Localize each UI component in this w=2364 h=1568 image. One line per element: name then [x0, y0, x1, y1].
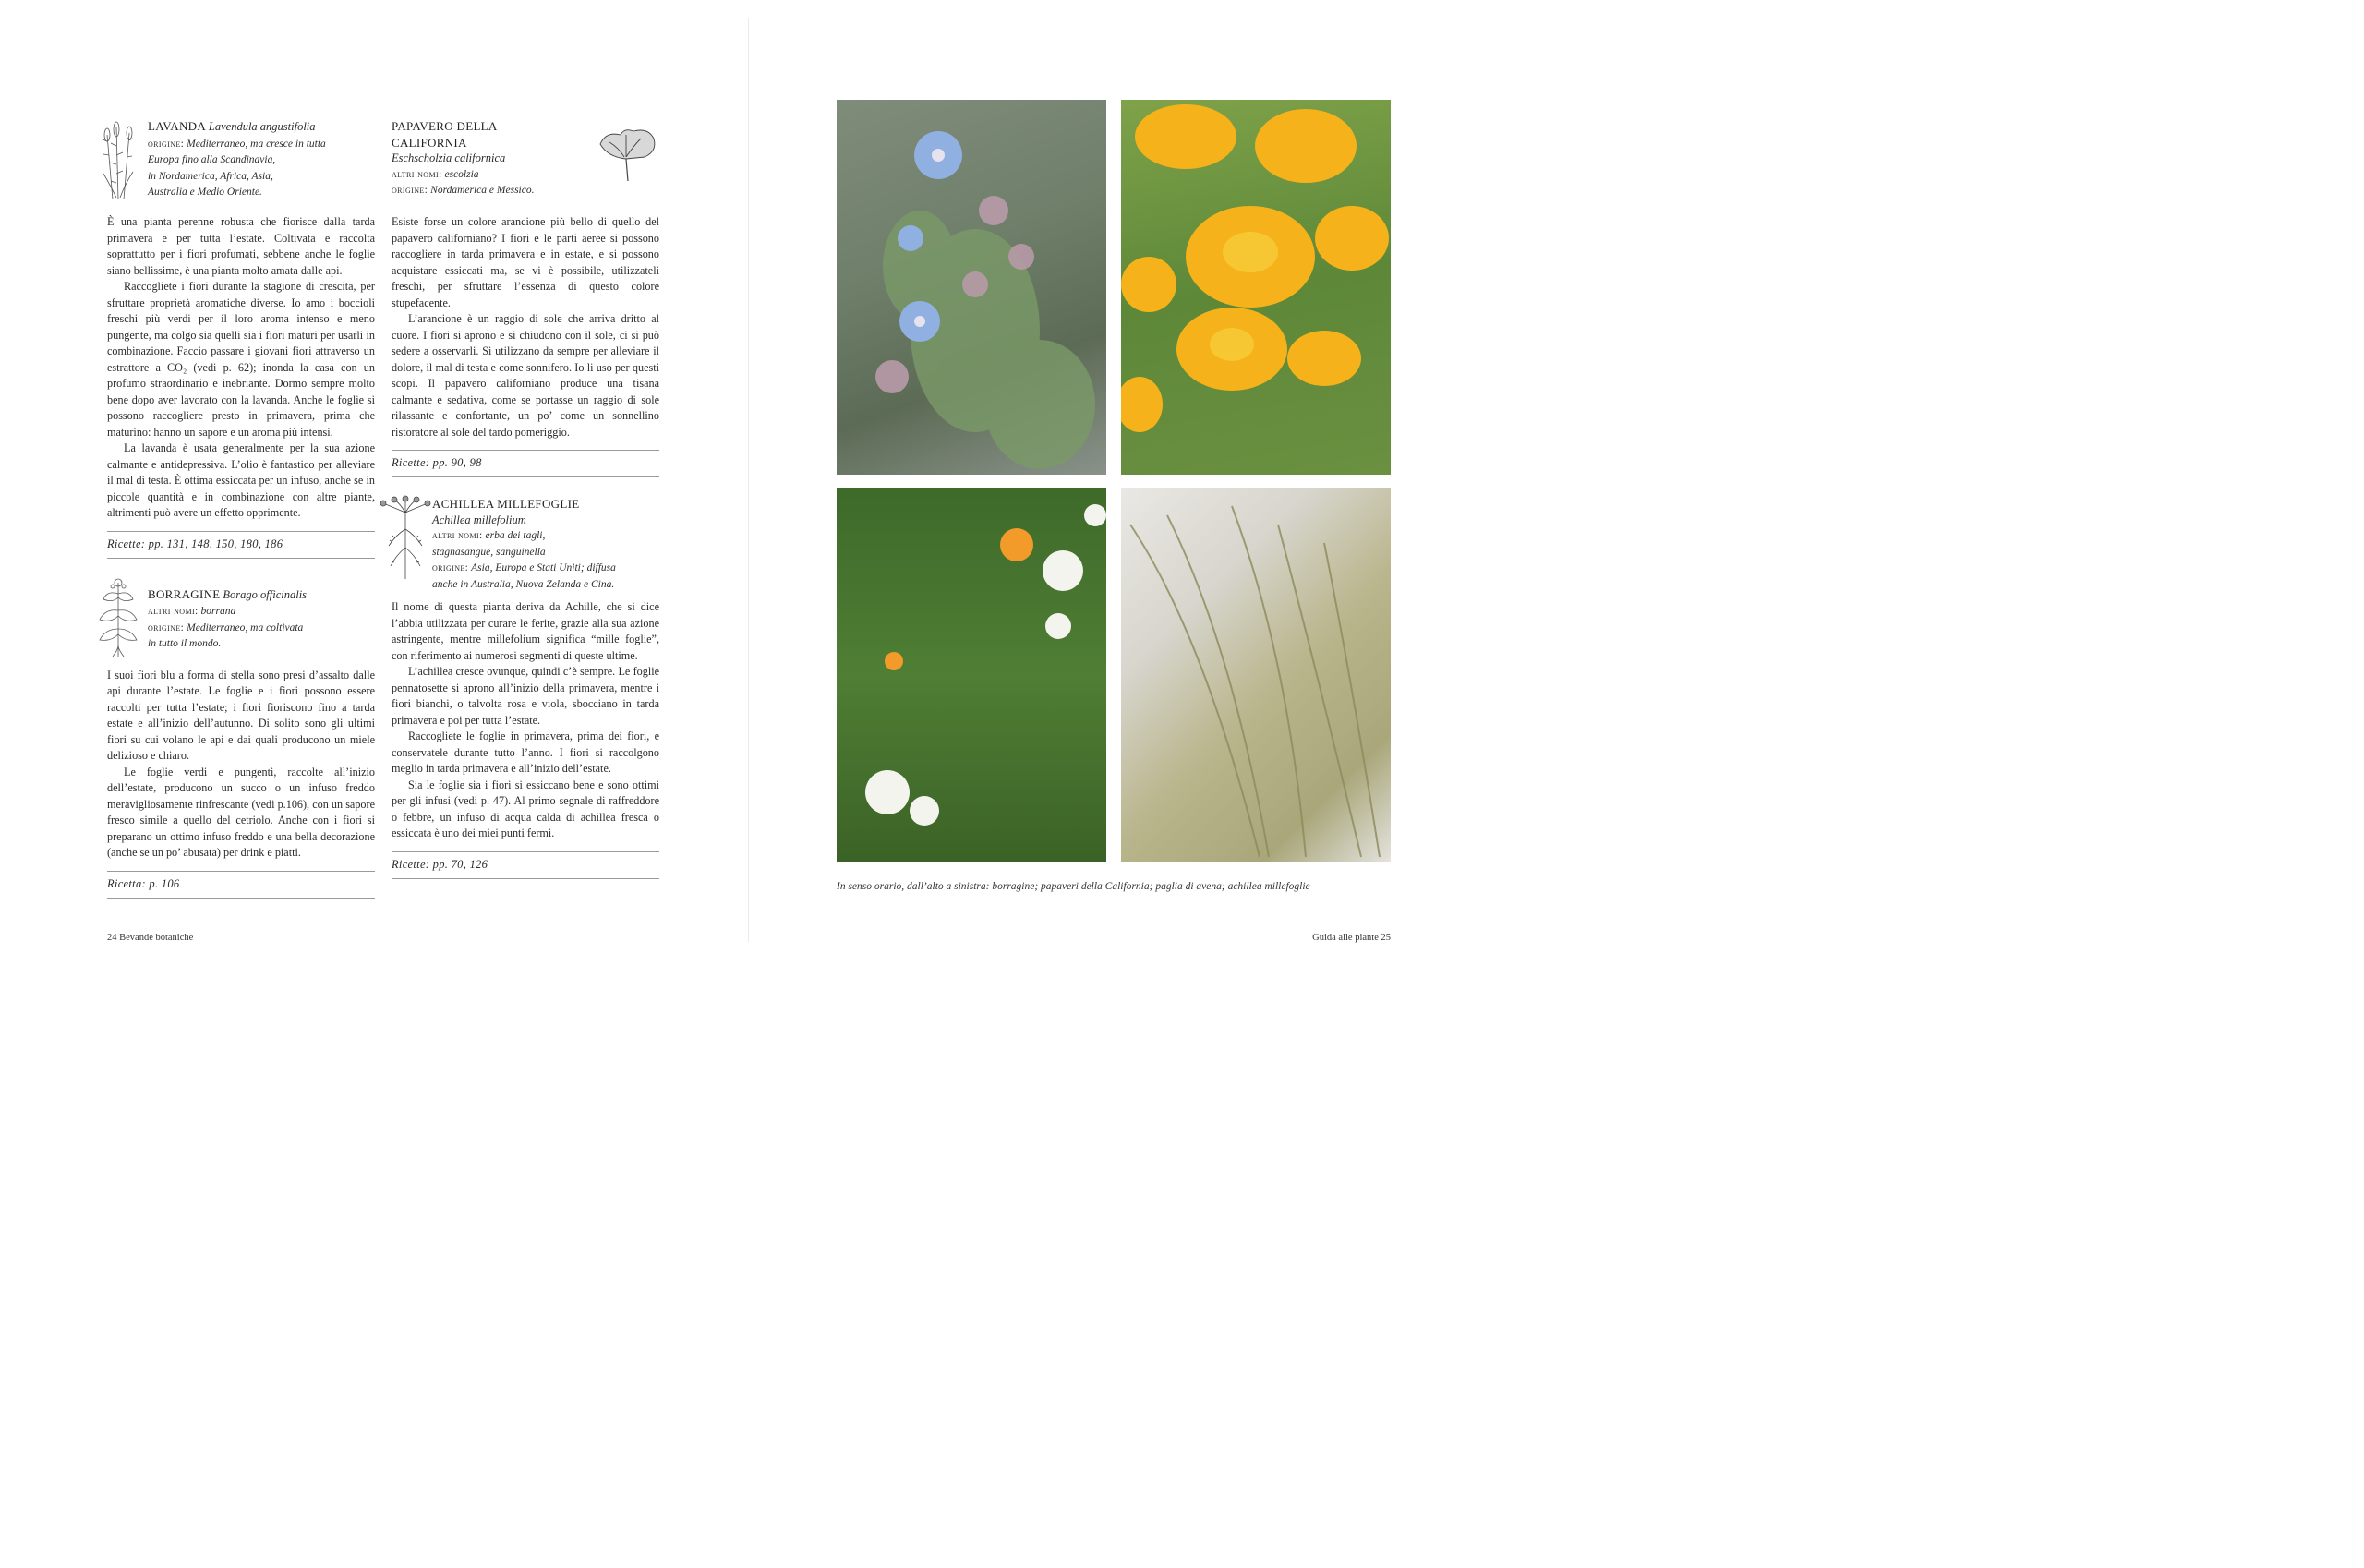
poppy-illustration-icon [591, 122, 661, 183]
lavanda-origin-label: origine: [148, 138, 185, 150]
borragine-origin-label: origine: [148, 621, 185, 633]
lavanda-origin-line: Europa fino alla Scandinavia, [148, 154, 276, 165]
papavero-name-line: CALIFORNIA [392, 135, 467, 150]
borragine-paragraph: I suoi fiori blu a forma di stella sono presi d’assalto dalle api durante l’estate. Le foglie e i fiori possono essere raccolti per tutta l’estate; i fiori fioriscono fino a tarda estate e all’inizio dell’autunno. Di solito sono gli ultimi fiori su cui volano le api e dai quali producono un miele delizioso e chiaro. [107, 668, 375, 762]
borage-photo [837, 100, 1106, 475]
papavero-latin: Eschscholzia californica [392, 151, 506, 164]
borragine-latin: Borago officinalis [223, 587, 308, 601]
borragine-origin-line: Mediterraneo, ma coltivata [187, 621, 304, 633]
poppies-photo-art [1121, 100, 1391, 475]
photo-caption: In senso orario, dall’alto a sinistra: borragine; papaveri della California; paglia di avena; achillea millefoglie [837, 881, 1310, 892]
page-gutter [748, 18, 749, 942]
achillea-name: ACHILLEA MILLEFOGLIE [432, 497, 580, 511]
borage-photo-art [837, 100, 1106, 475]
lavanda-origin-line: Mediterraneo, ma cresce in tutta [187, 138, 326, 150]
achillea-origin-label: origine: [432, 562, 469, 573]
left-page-folio: 24 Bevande botaniche [107, 933, 194, 943]
oat-straw-photo [1121, 488, 1391, 862]
lavanda-header [107, 118, 375, 201]
borragine-recipes: Ricetta: p. 106 [107, 871, 375, 899]
papavero-recipes: Ricette: pp. 90, 98 [392, 450, 659, 477]
achillea-recipes: Ricette: pp. 70, 126 [392, 851, 659, 879]
lavanda-body [107, 214, 375, 522]
lavanda-origin-line: Australia e Medio Oriente. [148, 187, 262, 198]
middle-column [392, 118, 659, 879]
borragine-header [107, 575, 375, 658]
borage-illustration-icon [94, 575, 142, 658]
papavero-alt-value: escolzia [444, 168, 479, 180]
achillea-header [392, 492, 659, 590]
borragine-alt-value: borrana [200, 606, 236, 617]
lavender-illustration-icon [94, 118, 142, 201]
papavero-origin-label: origine: [392, 185, 428, 196]
borragine-alt-label: altri nomi: [148, 606, 199, 617]
borragine-name: BORRAGINE [148, 586, 221, 601]
papavero-origin-value: Nordamerica e Messico. [430, 185, 535, 196]
papavero-paragraph: Esiste forse un colore arancione più bello di quello del papavero californiano? I fiori e le parti aeree si possono raccogliere in tarda primavera e in estate, e si possono acquistare essiccati ma, se vi è possibile, utilizzateli freschi, per sfruttare l’essenza di questo colore stupefacente. [392, 215, 659, 309]
achillea-latin: Achillea millefolium [432, 513, 526, 526]
right-page-folio: Guida alle piante 25 [1312, 933, 1391, 943]
california-poppies-photo [1121, 100, 1391, 475]
borragine-body [107, 668, 375, 862]
borragine-paragraph: Le foglie verdi e pungenti, raccolte all’inizio dell’estate, producono un succo o un infuso freddo meravigliosamente rinfrescante (vedi p.106), con un sapore fresco simile a quello del cetriolo. Anche con i fiori si preparano un ottimo infuso freddo e una bella decorazione (anche se un po’ abusata) per drink e piatti. [107, 765, 375, 859]
lavanda-paragraph: La lavanda è usata generalmente per la sua azione calmante e antidepressiva. L’olio è fantastico per alleviare il mal di testa. È ottima essiccata per un infuso, anche se in piccole quantità e in combinazione con altre piante, altrimenti può avere un effetto opprimente. [107, 441, 375, 519]
achillea-paragraph: L’achillea cresce ovunque, quindi c’è sempre. Le foglie pennatosette si aprono all’inizio della primavera, mentre i fiori bianchi, o talvolta rosa e viola, sbocciano in tarda primavera e poi per tutta l’estate. [392, 665, 659, 727]
papavero-name-line: PAPAVERO DELLA [392, 119, 498, 133]
achillea-alt-line: stagnasangue, sanguinella [432, 546, 546, 558]
achillea-origin-line: anche in Australia, Nuova Zelanda e Cina. [432, 578, 615, 590]
achillea-body [392, 599, 659, 842]
lavanda-paragraph: È una pianta perenne robusta che fiorisce dalla tarda primavera e per tutta l’estate. Coltivata e raccolta soprattutto per i fiori profumati, sebbene anche le foglie siano bellissime, è una pianta molto amata dalle api. [107, 215, 375, 277]
achillea-alt-line: erba dei tagli, [485, 530, 546, 541]
lavanda-name: LAVANDA [148, 119, 207, 133]
lavanda-recipes: Ricette: pp. 131, 148, 150, 180, 186 [107, 531, 375, 559]
papavero-alt-label: altri nomi: [392, 168, 442, 180]
lavanda-origin-line: in Nordamerica, Africa, Asia, [148, 170, 273, 182]
achillea-paragraph: Sia le foglie sia i fiori si essiccano bene e sono ottimi per gli infusi (vedi p. 47). Al primo segnale di raffreddore o febbre, un infuso di acqua calda di achillea fresca o essiccata è uno dei miei punti fermi. [392, 778, 659, 839]
borragine-origin-line: in tutto il mondo. [148, 638, 222, 649]
lavanda-paragraph: Raccogliete i fiori durante la stagione di crescita, per sfruttare proprietà aromatiche diverse. Io amo i boccioli freschi più verdi per il loro aroma intenso e meno pungente, ma colgo sia quelli sia i fiori maturi per usarli in combinazione. Faccio passare i giovani fiori attraverso un estrattore a CO₂ (vedi p. 62); inonda la casa con un profumo straordinario e inebriante. Dormo sempre molto bene dopo aver lavorato con la lavanda. Anche le foglie si possono raccogliere presto in primavera, prima che maturino: hanno un sapore e un aroma più intensi. [107, 280, 375, 439]
achillea-origin-line: Asia, Europa e Stati Uniti; diffusa [471, 562, 616, 573]
yarrow-photo-art [837, 488, 1106, 862]
achillea-paragraph: Il nome di questa pianta deriva da Achille, che si dice l’abbia utilizzata per curare le ferite, grazie alla sua azione astringente, mentre millefolium significa “mille foglie”, con riferimento ai numerosi segmenti di queste ultime. [392, 600, 659, 662]
papavero-header [392, 118, 659, 201]
yarrow-photo [837, 488, 1106, 862]
papavero-body [392, 214, 659, 440]
yarrow-illustration-icon [377, 492, 434, 581]
papavero-paragraph: L’arancione è un raggio di sole che arriva dritto al cuore. I fiori si aprono e si chiudono con il sole, ci si può sedere a osservarli. Si utilizzano da sempre per alleviare il dolore, il mal di testa e come sonnifero. Io li uso per questi scopi. Il papavero californiano produce una tisana calmante e sedativa, come se portasse un raggio di sole rilassante e confortante, un po’ come un sonnellino ristoratore al sole del tardo pomeriggio. [392, 312, 659, 439]
achillea-paragraph: Raccogliete le foglie in primavera, prima dei fiori, e conservatele durante tutto l’anno. I fiori si raccolgono meglio in tarda primavera e all’inizio dell’estate. [392, 730, 659, 775]
left-column [107, 118, 375, 899]
achillea-alt-label: altri nomi: [432, 530, 483, 541]
lavanda-latin: Lavendula angustifolia [208, 120, 316, 133]
oat-photo-art [1121, 488, 1391, 862]
